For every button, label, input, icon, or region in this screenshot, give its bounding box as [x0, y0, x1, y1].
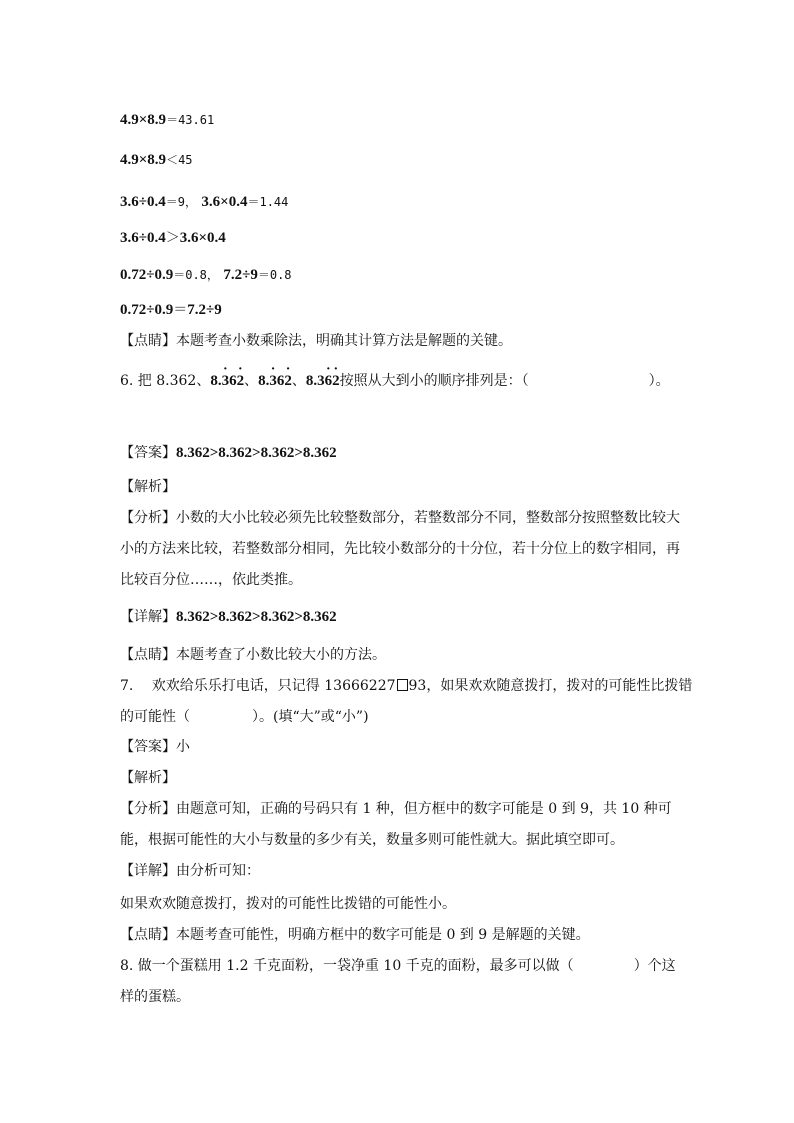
- repeating-decimal-2: 8.· 36· 2: [258, 373, 292, 389]
- dianjing-5: [120, 331, 512, 351]
- expression: 4.9×8.9: [120, 112, 167, 128]
- result-a: ＝9，: [165, 195, 197, 209]
- dianjing-6: [120, 645, 386, 665]
- tag: 【点睛】: [120, 647, 176, 663]
- operator: ＞: [165, 230, 180, 246]
- result: ＝43.61: [166, 113, 215, 127]
- calc-line-3: [120, 192, 288, 212]
- question-prefix: 6. 把 8.362、: [120, 373, 211, 389]
- answer-text: 8.362>8.362>8.362>8.362: [176, 445, 337, 461]
- tag: 【分析】: [120, 801, 176, 817]
- expression-a: 3.6÷0.4: [120, 230, 166, 246]
- conclusion-7: 如果欢欢随意拨打，拨对的可能性比拨错的可能性小。: [120, 896, 456, 912]
- answer-text: 小: [176, 739, 190, 755]
- expression-a: 3.6÷0.4: [120, 194, 166, 210]
- text: 本题考查可能性，明确方框中的数字可能是 0 到 9 是解题的关键。: [176, 927, 590, 943]
- missing-digit-box: [397, 679, 408, 691]
- calc-line-2: [120, 150, 193, 170]
- text: 由题意可知，正确的号码只有 1 种，但方框中的数字可能是 0 到 9，共 10 种可能，根据可能性的大小与数量的多少有关，数量多则可能性就大。据此填空即可。: [120, 801, 672, 848]
- answer-6: [120, 443, 337, 463]
- repeating-decimal-1: 8.· 36· 2: [210, 373, 244, 389]
- question-suffix: 按照从大到小的顺序排列是：（: [339, 373, 529, 389]
- question-8-line2: 样的蛋糕。: [120, 989, 190, 1005]
- question-6: 6. 把 8.362、8.· 36· 2、8.· 36· 2、8.3· 6· 2按照从大到小的顺序排列是：（ ）。: [120, 371, 670, 391]
- jiexi-7: 【解析】: [120, 770, 176, 786]
- fenxi-6: [120, 503, 680, 596]
- dianjing-7: [120, 925, 590, 945]
- tag: 【答案】: [120, 445, 176, 461]
- tag: 【详解】: [120, 863, 176, 879]
- repeating-decimal-3: 8.3· 6· 2: [306, 373, 340, 389]
- result-b: ＝1.44: [247, 195, 289, 209]
- expression-a: 0.72÷0.9: [120, 267, 174, 283]
- tag: 【答案】: [120, 739, 176, 755]
- question-prefix: 7. 欢欢给乐乐打电话，只记得 13666227: [120, 678, 396, 694]
- question-7-line2: 的可能性（ ）。(填“大”或“小”): [120, 709, 369, 725]
- expression: 4.9×8.9: [120, 152, 167, 168]
- calc-line-6: [120, 300, 222, 320]
- tag: 【点睛】: [120, 333, 176, 349]
- result: ＜45: [166, 153, 193, 167]
- calc-line-4: [120, 228, 226, 248]
- text: 由分析可知：: [176, 863, 260, 879]
- result-a: ＝0.8，: [173, 268, 219, 282]
- expression-b: 7.2÷9: [187, 302, 222, 318]
- expression-b: 7.2÷9: [223, 267, 258, 283]
- jiexi-6: 【解析】: [120, 479, 176, 495]
- expression-b: 3.6×0.4: [201, 194, 248, 210]
- calc-line-5: [120, 265, 292, 285]
- question-7: [120, 676, 692, 696]
- answer-7: [120, 737, 190, 757]
- tag: 【分析】: [120, 510, 176, 526]
- tag: 【详解】: [120, 609, 176, 625]
- xiangjie-7: [120, 861, 260, 881]
- text: 小数的大小比较必须先比较整数部分，若整数部分不同，整数部分按照整数比较大小的方法来比较，若整数部分相同，先比较小数部分的十分位，若十分位上的数字相同，再比较百分位……，依此类推。: [120, 510, 680, 588]
- question-8: 8. 做一个蛋糕用 1.2 千克面粉，一袋净重 10 千克的面粉，最多可以做（ ）个这: [120, 958, 676, 974]
- question-rest: 93，如果欢欢随意拨打，拨对的可能性比拨错: [408, 678, 693, 694]
- expression-b: 3.6×0.4: [179, 230, 226, 246]
- xiangjie-6: [120, 607, 337, 627]
- text: 本题考查小数乘除法，明确其计算方法是解题的关键。: [176, 333, 512, 349]
- text: 8.362>8.362>8.362>8.362: [176, 609, 337, 625]
- result-b: ＝0.8: [257, 268, 292, 282]
- expression-a: 0.72÷0.9: [120, 302, 174, 318]
- tag: 【点睛】: [120, 927, 176, 943]
- fenxi-7: [120, 794, 680, 856]
- operator: ＝: [173, 302, 188, 318]
- text: 本题考查了小数比较大小的方法。: [176, 647, 386, 663]
- calc-line-1: [120, 110, 214, 130]
